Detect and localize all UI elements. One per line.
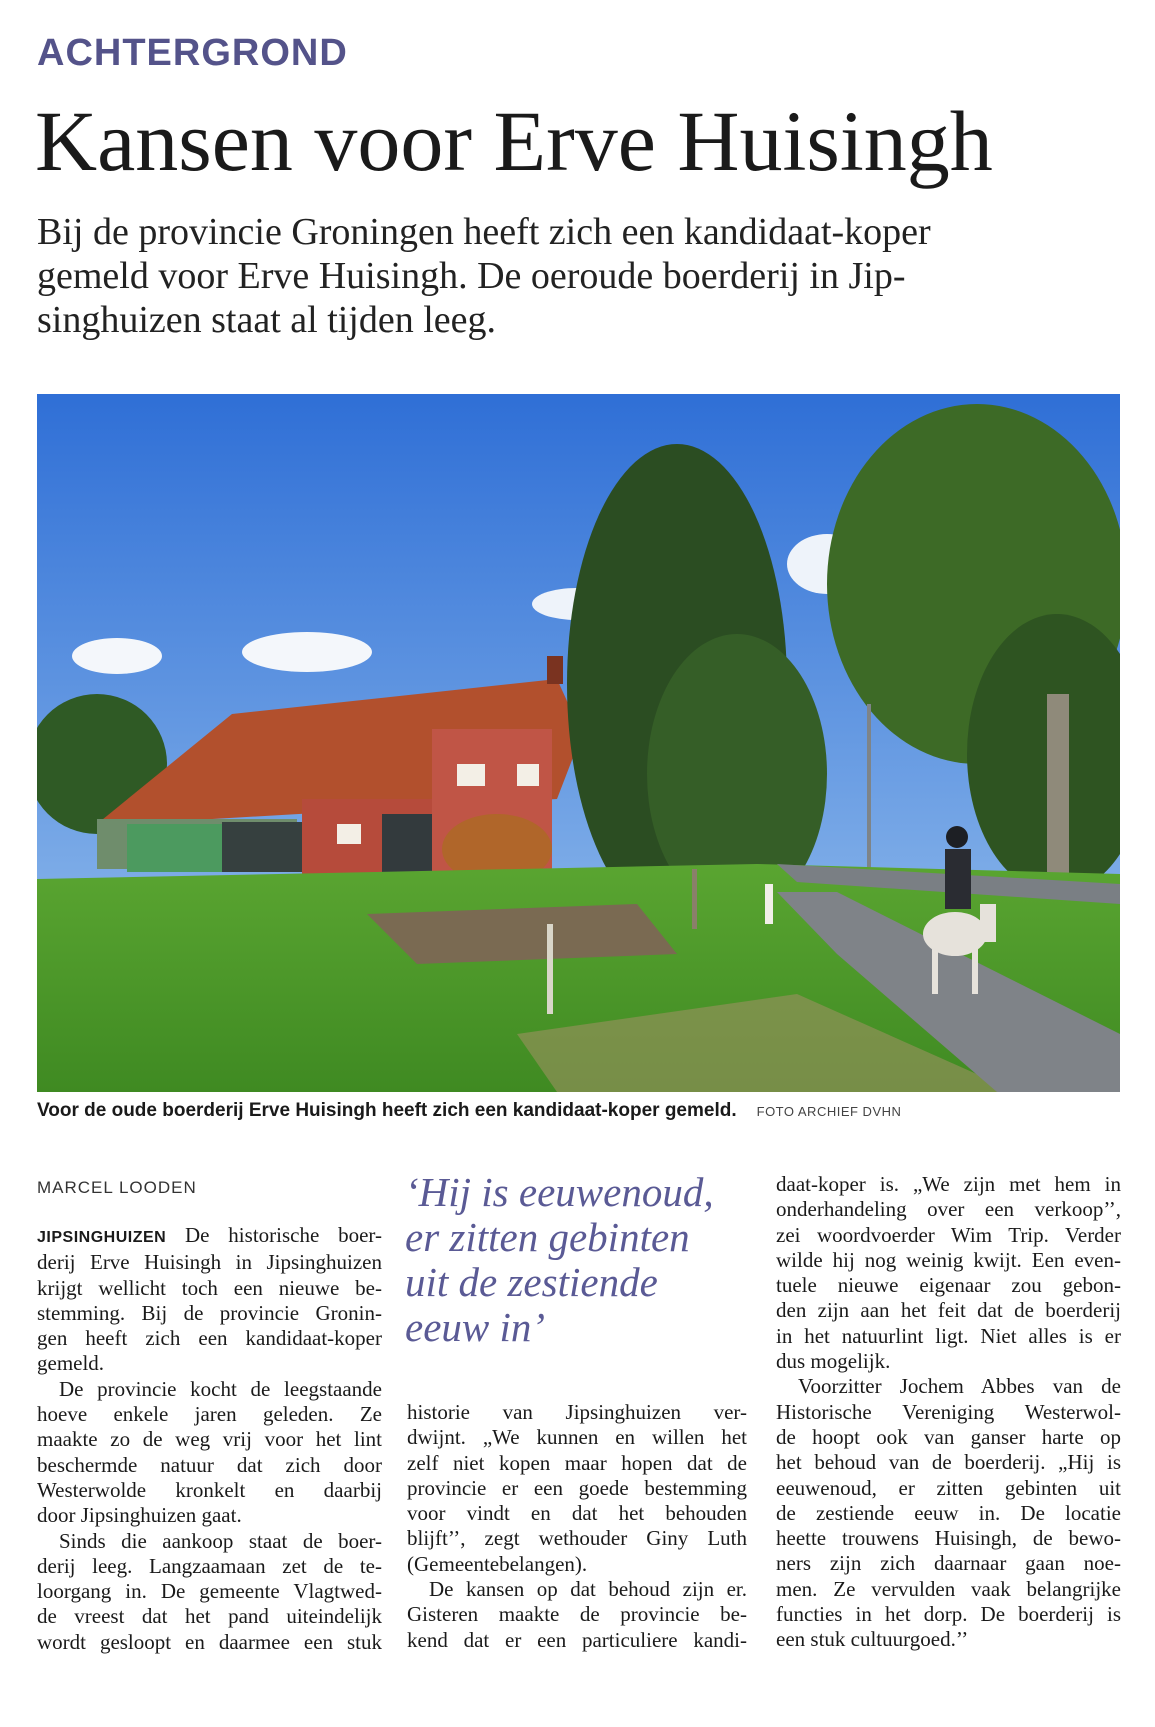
text-line: den zijn aan het feit dat de boerderij [776, 1298, 1121, 1323]
text-line: men. Ze vervulden vaak belangrijke [776, 1576, 1121, 1601]
farm-photo [37, 394, 1120, 1092]
text-line: heette trouwens Huisingh, de bewo- [776, 1526, 1121, 1551]
text-line: Sinds die aankoop staat de boer- [59, 1528, 382, 1553]
caption-text: Voor de oude boerderij Erve Huisingh heeft zich een kandidaat-koper gemeld. [37, 1100, 737, 1121]
text-line: stemming. Bij de provincie Gronin- [37, 1300, 382, 1325]
section-kicker: ACHTERGROND [37, 32, 348, 74]
text-line: blijft’’, zegt wethouder Giny Luth [407, 1526, 747, 1551]
quote-line: er zitten gebinten [405, 1214, 690, 1260]
text-line: maakte zo de weg vrij voor het lint [37, 1427, 382, 1452]
text-line: krijgt wellicht toch een nieuwe be- [37, 1275, 382, 1300]
quote-line: eeuw in’ [405, 1304, 546, 1350]
article-column-1 [37, 1223, 382, 1655]
text-line: derij leeg. Langzaamaan zet de te- [37, 1553, 382, 1578]
text-line: JIPSINGHUIZEN De historische boer- [37, 1223, 382, 1247]
text-line: De kansen op dat behoud zijn er. [429, 1577, 747, 1602]
text-line: tuele nieuwe eigenaar zou gebon- [776, 1273, 1121, 1298]
headline: Kansen voor Erve Huisingh [35, 93, 993, 189]
text-line: historie van Jipsinghuizen ver- [407, 1400, 747, 1424]
text-line: Westerwolde kronkelt en daarbij [37, 1477, 382, 1502]
text-line: hoeve enkele jaren geleden. Ze [37, 1402, 382, 1427]
photo-caption [37, 1100, 901, 1122]
text-line: dwijnt. „We kunnen en willen het [407, 1425, 747, 1450]
text-line: beschermde natuur dat zich door [37, 1452, 382, 1477]
text-line: kend dat er een particuliere kandi- [407, 1627, 747, 1652]
text-line: het behoud van de boerderij. „Hij is [776, 1450, 1121, 1475]
article-column-2 [407, 1400, 747, 1653]
text-line: de hoopt ook van ganser harte op [776, 1424, 1121, 1449]
text-line: Voorzitter Jochem Abbes van de [798, 1374, 1121, 1399]
byline: MARCEL LOODEN [37, 1178, 197, 1197]
text-line: dus mogelijk. [776, 1349, 891, 1374]
text-line: loorgang in. De gemeente Vlagtwed- [37, 1579, 382, 1604]
text-line: onderhandeling over een verkoop’’, [776, 1197, 1121, 1222]
quote-line: uit de zestiende [405, 1259, 658, 1305]
dateline: JIPSINGHUIZEN [37, 1229, 167, 1246]
text-line: gen heeft zich een kandidaat-koper [37, 1326, 382, 1351]
intro-line: Bij de provincie Groningen heeft zich een kandidaat-koper [37, 211, 931, 253]
text-line: de zestiende eeuw in. De locatie [776, 1500, 1121, 1525]
intro-line: singhuizen staat al tijden leeg. [37, 299, 497, 341]
text-line: Historische Vereniging Westerwol- [776, 1399, 1121, 1424]
text-line: ners zijn zich daarnaar gaan noe- [776, 1551, 1121, 1576]
text-line: provincie er een goede bestemming [407, 1475, 747, 1500]
text-line: derij Erve Huisingh in Jipsinghuizen [37, 1250, 382, 1275]
text-line: De provincie kocht de leegstaande [59, 1376, 382, 1401]
article-column-3 [776, 1172, 1121, 1653]
quote-line: ‘Hij is eeuwenoud, [405, 1169, 714, 1215]
intro-line: gemeld voor Erve Huisingh. De oeroude boerderij in Jip- [37, 255, 906, 297]
text-line: zelf niet kopen maar hopen dat de [407, 1450, 747, 1475]
text-line: Gisteren maakte de provincie be- [407, 1602, 747, 1627]
farm-photo-illustration [37, 394, 1120, 1092]
text-line: wordt gesloopt en daarmee een stuk [37, 1629, 382, 1654]
text-line: daat-koper is. „We zijn met hem in [776, 1172, 1121, 1196]
intro-lead [37, 210, 1122, 342]
text-line: door Jipsinghuizen gaat. [37, 1503, 242, 1528]
text-line: wilde hij nog weinig kwijt. Een even- [776, 1247, 1121, 1272]
text-line: zei woordvoerder Wim Trip. Verder [776, 1222, 1121, 1247]
text-line: gemeld. [37, 1351, 105, 1376]
text-line: (Gemeentebelangen). [407, 1551, 588, 1576]
photo-credit: FOTO ARCHIEF DVHN [756, 1104, 902, 1119]
text-line: functies in het dorp. De boerderij is [776, 1602, 1121, 1627]
text-line: eeuwenoud, er zitten gebinten uit [776, 1475, 1121, 1500]
pull-quote [405, 1170, 745, 1350]
text-line: de vreest dat het pand uiteindelijk [37, 1604, 382, 1629]
text-line: een stuk cultuurgoed.’’ [776, 1627, 969, 1652]
text-line: voor vindt en dat het behouden [407, 1501, 747, 1526]
text-line: in het natuurlint ligt. Niet alles is er [776, 1323, 1121, 1348]
